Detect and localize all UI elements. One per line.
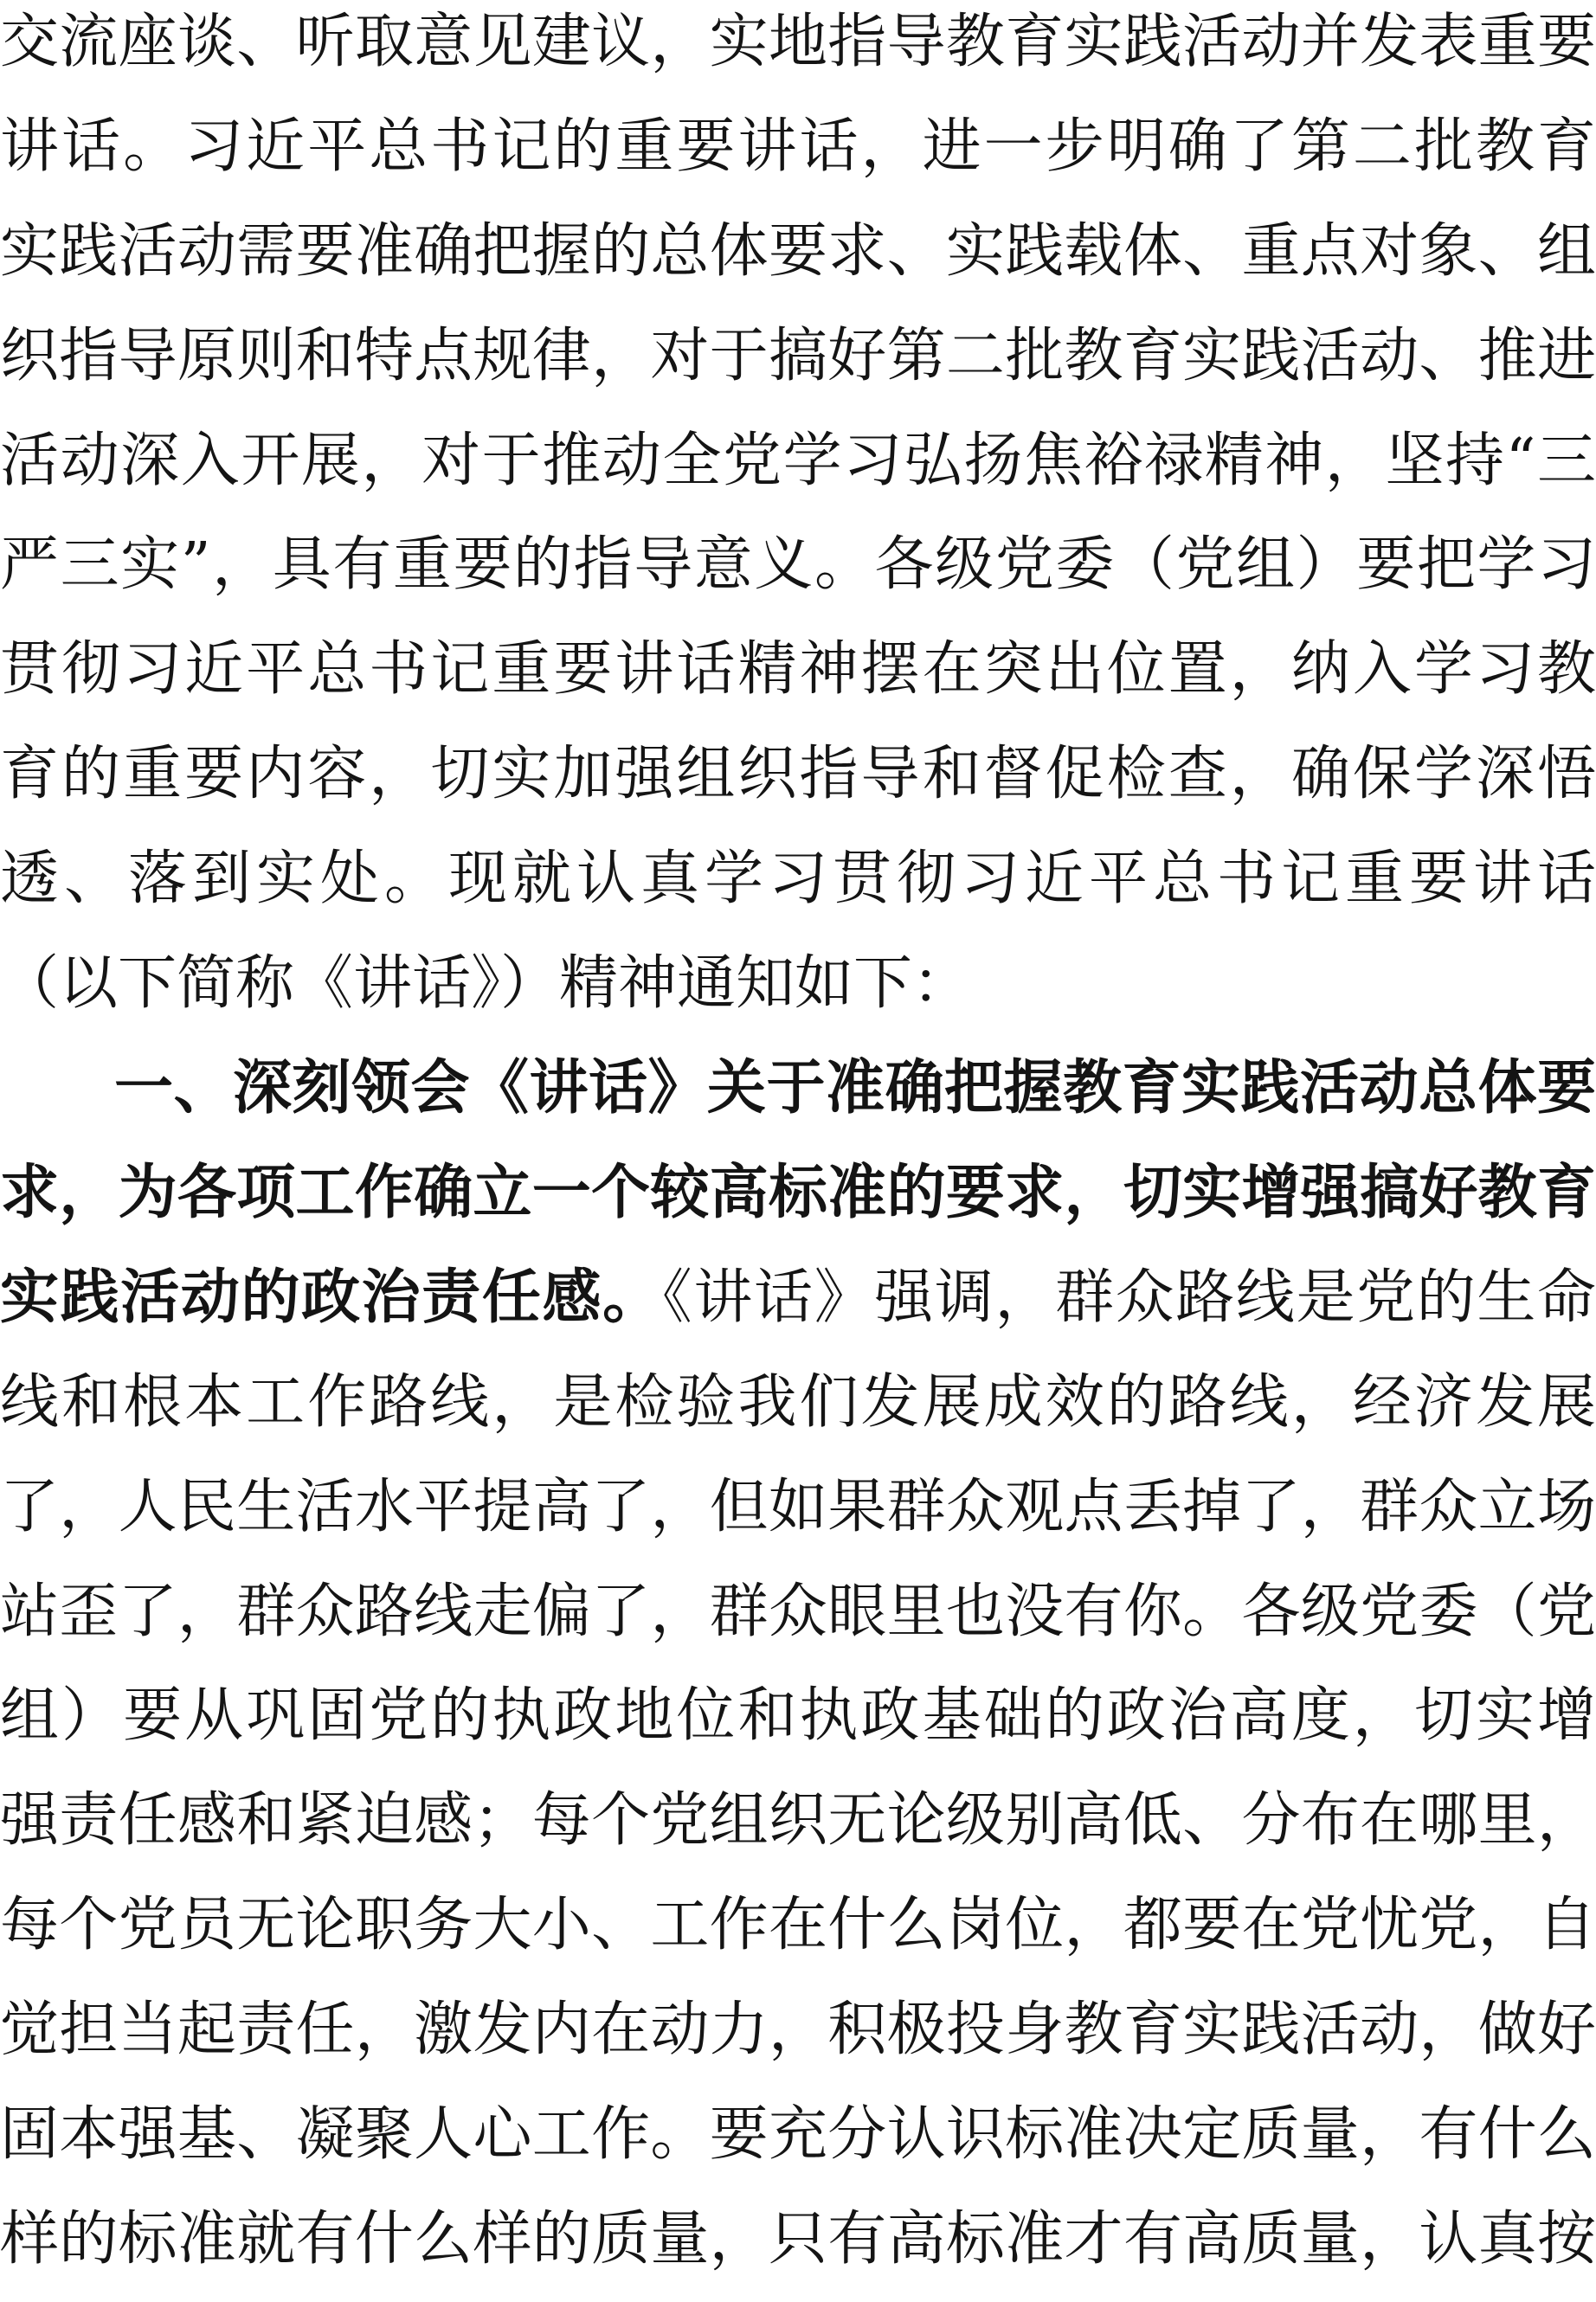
body-text-line: 了，人民生活水平提高了，但如果群众观点丢掉了，群众立场	[0, 1473, 1596, 1541]
body-text-line: 活动深入开展，对于推动全党学习弘扬焦裕禄精神，坚持“三	[0, 427, 1596, 495]
body-text-line: 每个党员无论职务大小、工作在什么岗位，都要在党忧党，自	[0, 1891, 1596, 1959]
body-text-line: 贯彻习近平总书记重要讲话精神摆在突出位置，纳入学习教	[0, 635, 1596, 704]
body-text-line: 讲话。习近平总书记的重要讲话，进一步明确了第二批教育	[0, 113, 1596, 181]
section-heading-line: 一、深刻领会《讲话》关于准确把握教育实践活动总体要	[114, 1054, 1596, 1122]
body-text-line: 觉担当起责任，激发内在动力，积极投身教育实践活动，做好	[0, 1996, 1596, 2064]
body-text-line: 透、落到实处。现就认真学习贯彻习近平总书记重要讲话	[0, 845, 1596, 913]
body-text-line: 织指导原则和特点规律，对于搞好第二批教育实践活动、推进	[0, 322, 1596, 390]
body-text-line: 样的标准就有什么样的质量，只有高标准才有高质量，认真按	[0, 2205, 1596, 2273]
body-text-line: 严三实”，具有重要的指导意义。各级党委（党组）要把学习	[0, 530, 1596, 599]
section-heading-line: 求，为各项工作确立一个较高标准的要求，切实增强搞好教育	[0, 1159, 1596, 1227]
body-text-line: 固本强基、凝聚人心工作。要充分认识标准决定质量，有什么	[0, 2100, 1596, 2169]
body-text-segment: 《讲话》强调，群众路线是党的生命	[662, 1264, 1596, 1332]
body-text-line: 实践活动需要准确把握的总体要求、实践载体、重点对象、组	[0, 217, 1596, 286]
body-text-line: 站歪了，群众路线走偏了，群众眼里也没有你。各级党委（党	[0, 1578, 1596, 1646]
body-text-line: 育的重要内容，切实加强组织指导和督促检查，确保学深悟	[0, 740, 1596, 808]
body-text-line: （以下简称《讲话》）精神通知如下：	[0, 949, 972, 1018]
section-heading-tail: 实践活动的政治责任感。	[0, 1264, 663, 1332]
mixed-heading-line	[0, 1245, 1596, 1350]
body-text-line: 交流座谈、听取意见建议，实地指导教育实践活动并发表重要	[0, 8, 1596, 76]
body-text-line: 线和根本工作路线，是检验我们发展成效的路线，经济发展	[0, 1368, 1596, 1437]
body-text-line: 组）要从巩固党的执政地位和执政基础的政治高度，切实增	[0, 1681, 1596, 1750]
body-text-line: 强责任感和紧迫感；每个党组织无论级别高低、分布在哪里，	[0, 1786, 1596, 1855]
